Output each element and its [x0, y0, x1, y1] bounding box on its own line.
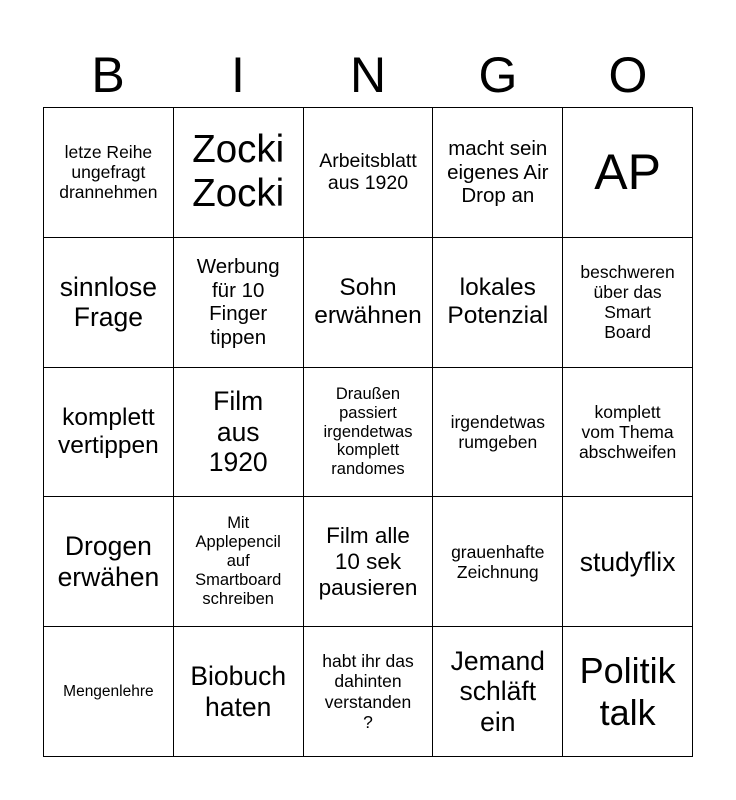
cell-text: letze Reihe ungefragt drannehmen: [59, 142, 158, 203]
cell-text: AP: [594, 143, 661, 200]
bingo-cell[interactable]: [433, 627, 563, 757]
bingo-cell[interactable]: [174, 627, 304, 757]
cell-text: Werbung für 10 Finger tippen: [196, 255, 280, 349]
bingo-cell[interactable]: [563, 238, 693, 368]
cell-text: Zocki Zocki: [192, 128, 285, 216]
bingo-cell[interactable]: [433, 497, 563, 627]
cell-text: Film aus 1920: [208, 386, 268, 478]
header-letter-g: G: [478, 47, 518, 103]
bingo-cell[interactable]: [563, 627, 693, 757]
bingo-grid: [43, 107, 693, 757]
cell-text: Arbeitsblatt aus 1920: [319, 149, 417, 195]
cell-text: grauenhafte Zeichnung: [451, 541, 545, 582]
bingo-cell[interactable]: [304, 238, 434, 368]
bingo-cell[interactable]: [174, 497, 304, 627]
bingo-cell[interactable]: [44, 627, 174, 757]
bingo-cell[interactable]: [174, 238, 304, 368]
cell-text: beschweren über das Smart Board: [580, 261, 675, 343]
bingo-cell[interactable]: [304, 497, 434, 627]
bingo-header: [43, 40, 693, 108]
bingo-cell[interactable]: [304, 108, 434, 238]
cell-text: sinnlose Frage: [59, 271, 158, 333]
cell-text: lokales Potenzial: [447, 274, 549, 330]
header-letter-i: I: [231, 47, 245, 103]
bingo-cell[interactable]: [44, 108, 174, 238]
cell-text: habt ihr das dahinten verstanden ?: [322, 651, 414, 732]
cell-text: Politik talk: [579, 650, 676, 733]
header-letter-o: O: [608, 47, 648, 103]
cell-text: Sohn erwähnen: [314, 274, 422, 330]
bingo-cell[interactable]: [304, 368, 434, 498]
cell-text: Draußen passiert irgendetwas komplett randomes: [323, 384, 413, 479]
cell-text: komplett vertippen: [58, 403, 159, 459]
cell-text: macht sein eigenes Air Drop an: [447, 137, 549, 208]
cell-text: Mit Applepencil auf Smartboard schreiben: [195, 514, 282, 609]
cell-text: irgendetwas rumgeben: [450, 411, 545, 452]
bingo-cell[interactable]: [44, 368, 174, 498]
bingo-cell[interactable]: [304, 627, 434, 757]
bingo-cell[interactable]: [174, 108, 304, 238]
cell-text: Mengenlehre: [63, 682, 154, 700]
bingo-cell[interactable]: [433, 238, 563, 368]
cell-text: Film alle 10 sek pausieren: [318, 522, 418, 600]
header-letter-b: B: [91, 47, 125, 103]
bingo-cell[interactable]: [433, 368, 563, 498]
bingo-cell[interactable]: [563, 497, 693, 627]
cell-text: Biobuch haten: [190, 661, 287, 722]
bingo-cell[interactable]: [44, 497, 174, 627]
bingo-cell[interactable]: [563, 368, 693, 498]
bingo-cell[interactable]: [44, 238, 174, 368]
cell-text: Jemand schläft ein: [450, 645, 545, 737]
cell-text: Drogen erwähen: [57, 531, 160, 592]
header-letter-n: N: [349, 47, 387, 103]
bingo-cell[interactable]: [174, 368, 304, 498]
cell-text: studyflix: [579, 546, 676, 577]
bingo-cell[interactable]: [563, 108, 693, 238]
cell-text: komplett vom Thema abschweifen: [578, 401, 677, 463]
bingo-cell[interactable]: [433, 108, 563, 238]
